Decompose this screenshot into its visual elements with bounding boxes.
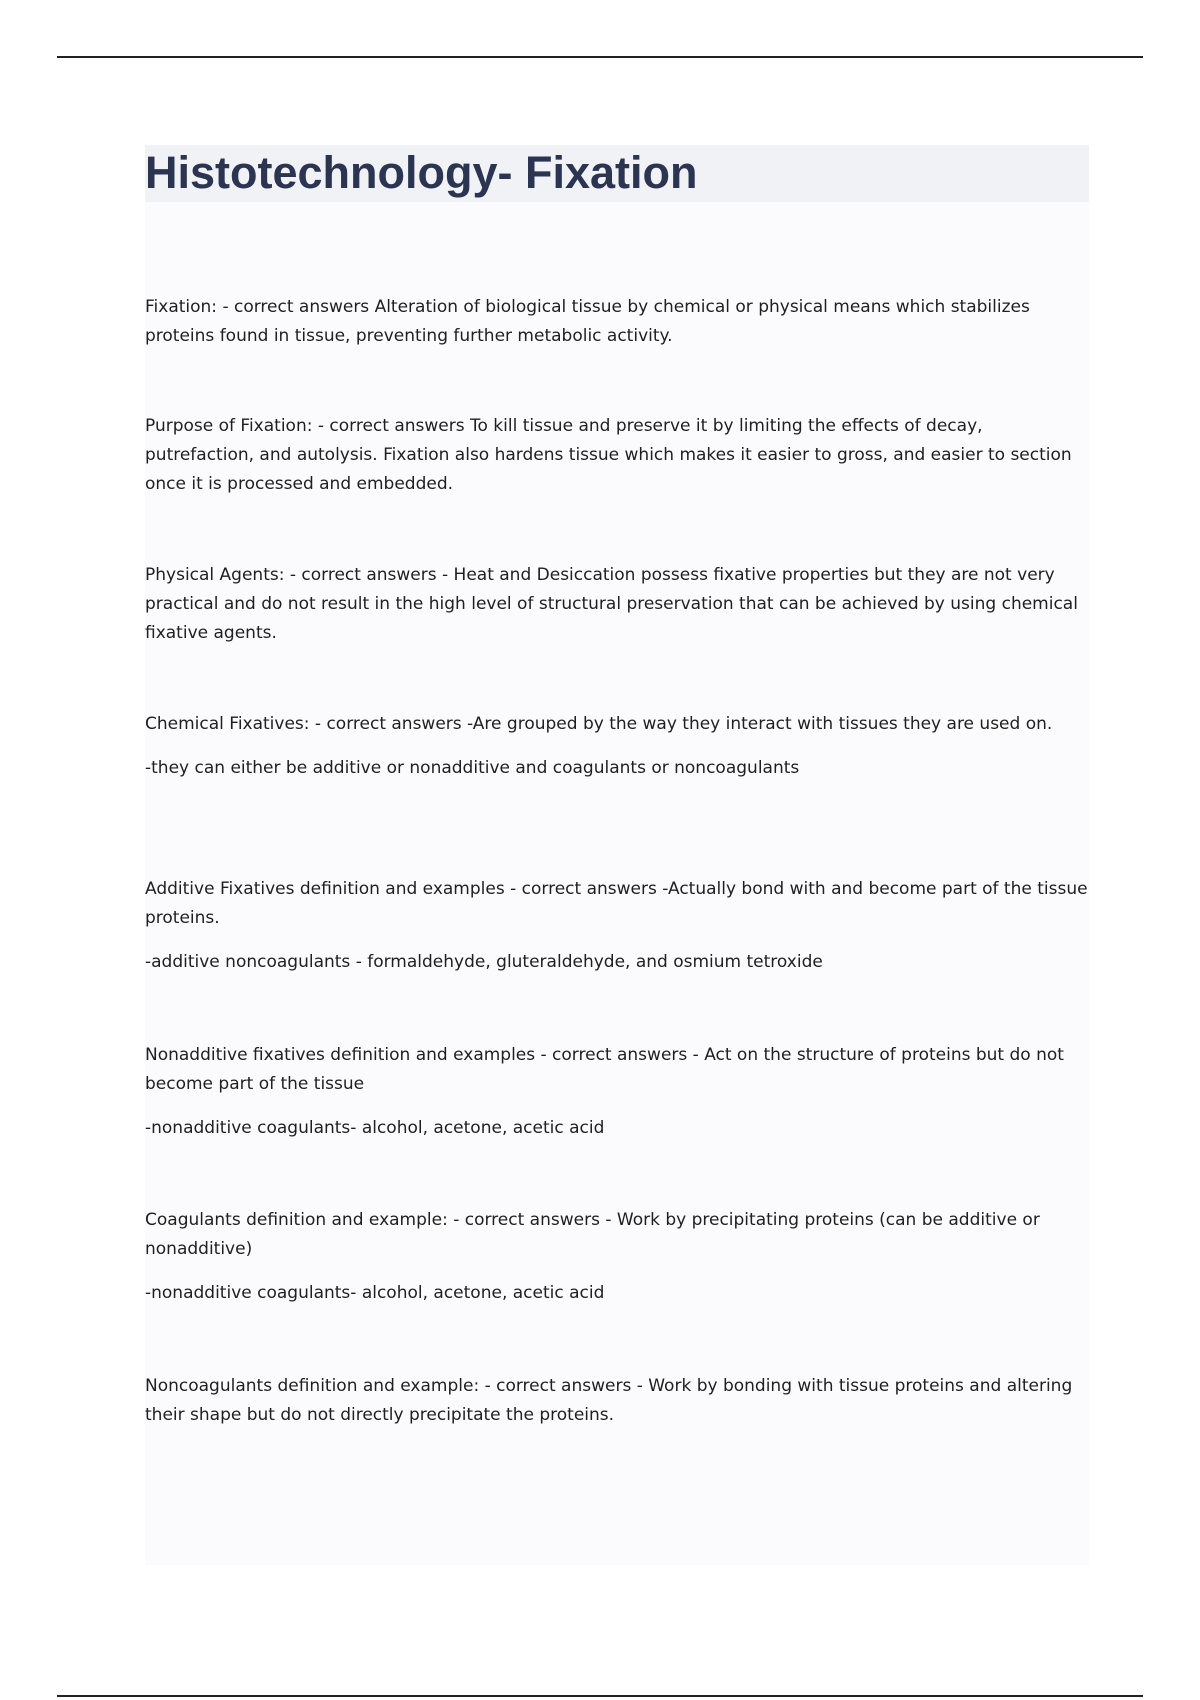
entry-additive-fixatives xyxy=(145,875,1089,977)
entry-text: Physical Agents: - correct answers - Heat and Desiccation possess fixative properties but they are not very practical and do not result in the high level of structural preservation that can be achieved by using chemical fixative agents. xyxy=(145,565,1078,643)
entry-purpose-of-fixation xyxy=(145,412,1089,499)
entry-noncoagulants xyxy=(145,1372,1089,1430)
entry-physical-agents xyxy=(145,561,1089,648)
entry-text: Noncoagulants definition and example: - correct answers - Work by bonding with tissue proteins and altering their shape but do not directly precipitate the proteins. xyxy=(145,1376,1073,1425)
entry-subtext: -they can either be additive or nonadditive and coagulants or noncoagulants xyxy=(145,758,800,778)
entry-fixation xyxy=(145,293,1089,351)
entry-text: Purpose of Fixation: - correct answers To kill tissue and preserve it by limiting the effects of decay, putrefaction, and autolysis. Fixation also hardens tissue which makes it easier to gross, and easier to section once it is processed and embedded. xyxy=(145,416,1072,494)
page-title: Histotechnology- Fixation xyxy=(145,147,698,198)
entry-text: Coagulants definition and example: - correct answers - Work by precipitating proteins (can be additive or nonadditive) xyxy=(145,1210,1040,1259)
entry-text: Chemical Fixatives: - correct answers -Are grouped by the way they interact with tissues they are used on. xyxy=(145,714,1053,734)
entry-coagulants xyxy=(145,1206,1089,1308)
entry-subtext: -nonadditive coagulants- alcohol, acetone, acetic acid xyxy=(145,1118,605,1138)
entry-subtext: -nonadditive coagulants- alcohol, acetone, acetic acid xyxy=(145,1283,605,1303)
entry-text: Additive Fixatives definition and examples - correct answers -Actually bond with and become part of the tissue proteins. xyxy=(145,879,1088,928)
header-rule xyxy=(57,56,1143,58)
title-band xyxy=(145,145,1089,202)
entry-text: Nonadditive fixatives definition and examples - correct answers - Act on the structure of proteins but do not become part of the tissue xyxy=(145,1045,1064,1094)
entry-subtext: -additive noncoagulants - formaldehyde, gluteraldehyde, and osmium tetroxide xyxy=(145,952,823,972)
entry-chemical-fixatives xyxy=(145,710,1089,783)
entry-nonadditive-fixatives xyxy=(145,1041,1089,1143)
entry-text: Fixation: - correct answers Alteration of biological tissue by chemical or physical means which stabilizes proteins found in tissue, preventing further metabolic activity. xyxy=(145,297,1030,346)
footer-rule xyxy=(57,1695,1143,1697)
document-page xyxy=(145,145,1089,1565)
